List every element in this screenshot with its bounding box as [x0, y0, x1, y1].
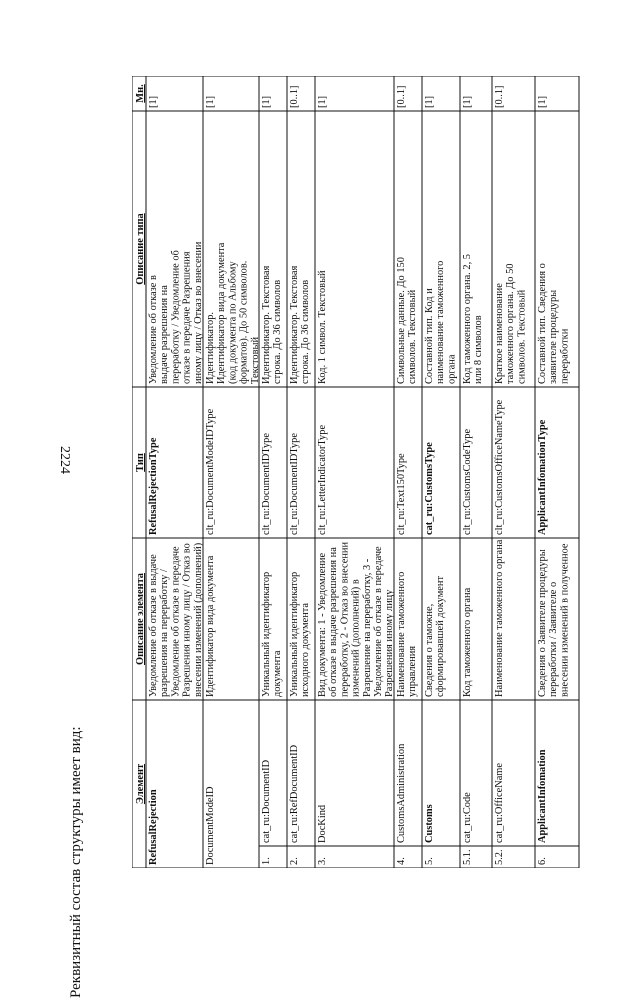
row-2-type-description: Текстовый: [249, 336, 261, 384]
row-5-multiplicity: [1]: [317, 95, 328, 108]
header-element: Элемент: [135, 763, 146, 805]
row-1-description: разрешения на переработку /: [159, 569, 171, 697]
row-8-multiplicity: [1]: [462, 95, 473, 108]
row-5-description: переработку, 2 - Отказ во внесении: [339, 541, 351, 697]
row-1-description: внесении изменений (дополнений): [192, 542, 204, 697]
row-2-multiplicity: [1]: [205, 95, 216, 108]
row-4-description: исходного документа: [300, 602, 312, 697]
row-10-type-description: Составной тип. Сведения о: [537, 263, 548, 384]
row-6-num: 4.: [396, 857, 407, 865]
row-10-description: Сведения о Заявителе процедуры: [537, 549, 548, 697]
row-5-description: Уведомление об отказе в передаче: [373, 546, 384, 697]
row-3-description: Уникальный идентификатор: [261, 571, 272, 697]
row-2-description: Идентификатор вида документа: [205, 555, 216, 697]
row-9-multiplicity: [0..1]: [494, 85, 505, 108]
row-5-description: об отказе в выдаче разрешения на: [328, 547, 340, 697]
row-4-description: Уникальный идентификатор: [289, 571, 300, 697]
header-description: Описание элемента: [135, 572, 146, 666]
row-4-multiplicity: [0..1]: [289, 85, 300, 108]
row-6-element: CustomsAdministration: [396, 743, 407, 843]
row-6-type-description: Символьные данные. До 150: [396, 257, 407, 384]
row-2-type-description: Идентификатор вида документа: [216, 242, 228, 384]
row-3-type-description: строка. До 36 символов: [272, 279, 284, 384]
row-10-description: переработки / Заявителе о: [548, 581, 560, 697]
row-5-element: DocKind: [317, 804, 328, 843]
row-8-num: 5.1.: [462, 849, 473, 865]
row-8-description: Код таможенного органа: [462, 587, 473, 697]
attribute-table-grid: [132, 76, 588, 868]
row-1-type-description: переработку / Уведомление об: [170, 250, 182, 384]
row-9-description: Наименование таможенного органа: [494, 539, 505, 697]
row-9-type-description: таможенного органа. До 50: [505, 263, 517, 384]
row-1-element: RefusalRejection: [148, 789, 159, 865]
row-10-num: 6.: [537, 857, 548, 865]
row-1-type: RefusalRejectionType: [148, 437, 159, 535]
row-3-type: clt_ru:DocumentIDType: [261, 433, 272, 535]
row-3-element: cat_ru:DocumentID: [261, 759, 272, 843]
row-2-type-description: (код документа по Альбому: [227, 261, 239, 384]
row-8-type-description: Код таможенного органа. 2, 5: [462, 254, 473, 384]
row-5-description: изменений (дополнений) в: [350, 579, 362, 697]
row-5-description: Разрешения иному лицу: [384, 589, 396, 697]
row-1-type-description: отказе в передаче Разрешения: [181, 251, 193, 384]
row-3-type-description: Идентификатор. Текстовая: [261, 265, 272, 384]
row-6-type-description: символов. Текстовый: [407, 289, 419, 384]
row-8-type: clt_ru:CustomsCodeType: [462, 428, 473, 535]
row-10-description: внесении изменений в полученное: [559, 543, 571, 697]
row-1-description: Уведомление об отказе в выдаче: [148, 554, 159, 697]
row-6-type: clt_ru:Text150Type: [396, 453, 407, 535]
header-type-description: Описание типа: [135, 213, 146, 285]
row-4-num: 2.: [289, 857, 300, 865]
page-number: 2224: [57, 446, 72, 474]
row-8-element: cat_ru:Code: [462, 792, 473, 843]
header-multiplicity: Мн.: [135, 84, 146, 103]
row-7-type-description: Составной тип. Код и: [424, 288, 435, 384]
row-5-description: Разрешение на переработку, 3 -: [361, 558, 373, 697]
row-6-multiplicity: [0..1]: [396, 85, 407, 108]
row-1-multiplicity: [1]: [148, 95, 159, 108]
row-2-type: clt_ru:DocumentModeIDType: [205, 408, 216, 535]
row-7-description: Сведения о таможне,: [424, 603, 435, 697]
row-7-element: Customs: [424, 804, 435, 843]
row-7-num: 5.: [424, 857, 435, 865]
row-1-type-description: Уведомление об отказе в: [148, 275, 159, 384]
row-1-description: Разрешения иному лицу / Отказ во: [181, 543, 193, 697]
row-2-type-description: Идентификатор.: [205, 312, 216, 384]
row-5-num: 3.: [317, 857, 328, 865]
row-5-type: clt_ru:LetterIndicatorType: [317, 424, 328, 535]
row-7-type-description: органа: [446, 354, 458, 384]
row-3-description: документа: [272, 650, 284, 697]
header-type: Тип: [135, 453, 146, 472]
row-4-type: clt_ru:DocumentIDType: [289, 433, 300, 535]
row-4-type-description: строка. До 36 символов: [300, 279, 312, 384]
row-7-multiplicity: [1]: [424, 95, 435, 108]
row-6-description: Наименование таможенного: [396, 571, 407, 697]
row-10-type: ApplicantInfomationType: [537, 419, 548, 535]
row-10-type-description: переработки: [559, 328, 571, 384]
row-9-type: clt_ru:CustomsOfficeNameType: [494, 399, 505, 535]
row-9-type-description: Краткое наименование: [494, 283, 505, 384]
row-8-type-description: или 8 символов: [473, 315, 485, 384]
row-7-type: cat_ru:CustomsType: [424, 442, 435, 535]
row-4-type-description: Идентификатор. Текстовая: [289, 265, 300, 384]
row-10-element: ApplicantInfomation: [537, 749, 548, 843]
row-7-type-description: наименование таможенного: [435, 260, 447, 384]
row-9-num: 5.2.: [494, 849, 505, 865]
row-3-num: 1.: [261, 857, 272, 865]
row-5-type-description: Код. 1 символ. Текстовый: [317, 270, 328, 384]
row-10-type-description: заявителе процедуры: [548, 289, 560, 384]
row-7-description: сформировавшей документ: [435, 575, 447, 697]
row-6-description: управления: [407, 645, 419, 697]
row-2-element: DocumentModeID: [205, 786, 216, 865]
structure-heading: Реквизитный состав структуры имеет вид:: [68, 726, 84, 998]
row-1-type-description: иному лицу / Отказ во внесении: [192, 241, 204, 384]
row-2-type-description: форматов). До 50 символов.: [238, 260, 250, 384]
row-10-multiplicity: [1]: [537, 95, 548, 108]
row-4-element: cat_ru:RefDocumentID: [289, 744, 300, 843]
row-5-description: Вид документа: 1 - Уведомление: [317, 552, 328, 697]
attribute-table: [132, 76, 588, 868]
row-9-element: cat_ru:OfficeName: [494, 762, 505, 843]
row-1-description: Уведомление об отказе в передаче: [170, 546, 182, 697]
row-9-type-description: символов. Текстовый: [516, 289, 528, 384]
row-3-multiplicity: [1]: [261, 95, 272, 108]
row-1-type-description: выдаче разрешения на: [159, 285, 171, 384]
